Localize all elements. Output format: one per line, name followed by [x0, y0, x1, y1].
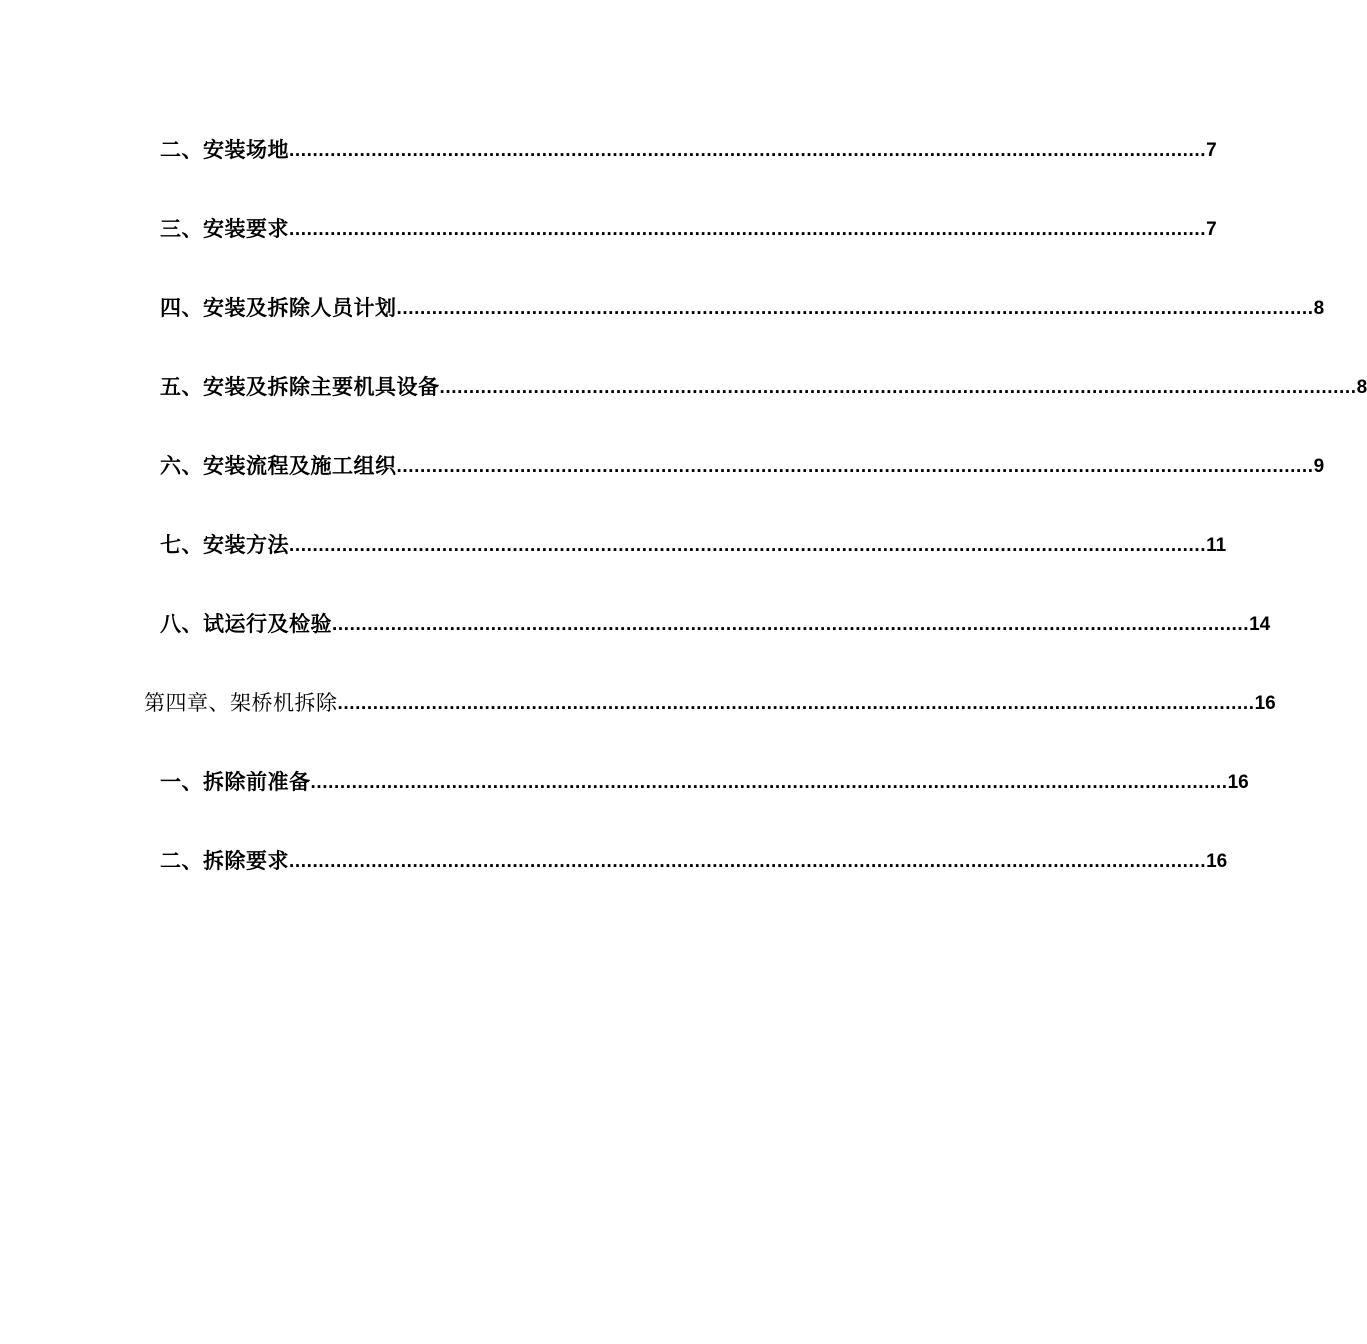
toc-entry-title: 二、安装场地	[160, 138, 289, 162]
toc-page-number: 8	[1356, 377, 1367, 398]
toc-page-number: 9	[1313, 456, 1325, 477]
toc-entry-install-site[interactable]	[160, 134, 1217, 164]
toc-entry-title: 五、安装及拆除主要机具设备	[160, 375, 440, 399]
toc-entry-title: 二、拆除要求	[160, 849, 289, 873]
toc-entry-process-organization[interactable]	[160, 450, 1325, 480]
toc-entry-install-requirements[interactable]	[160, 213, 1217, 243]
toc-entry-removal-requirements[interactable]	[160, 845, 1228, 875]
toc-leader-dots: ............................................................................................................................................................	[289, 140, 1207, 161]
toc-page-number: 8	[1313, 298, 1325, 319]
toc-entry-chapter-four[interactable]	[144, 687, 1276, 717]
toc-entry-title: 四、安装及拆除人员计划	[160, 296, 397, 320]
toc-entry-personnel-plan[interactable]	[160, 292, 1325, 322]
toc-entry-removal-preparation[interactable]	[160, 766, 1249, 796]
toc-page-number: 11	[1206, 535, 1227, 556]
toc-page-number: 16	[1206, 851, 1228, 872]
toc-leader-dots: ............................................................................................................................................................	[289, 851, 1207, 872]
toc-entry-equipment[interactable]	[160, 371, 1367, 401]
toc-entry-title: 一、拆除前准备	[160, 770, 311, 794]
toc-leader-dots: ............................................................................................................................................................	[337, 693, 1255, 714]
toc-entry-title: 六、安装流程及施工组织	[160, 454, 397, 478]
toc-entry-title: 三、安装要求	[160, 217, 289, 241]
toc-leader-dots: ............................................................................................................................................................	[332, 614, 1250, 635]
toc-entry-title: 七、安装方法	[160, 533, 289, 557]
toc-leader-dots: ............................................................................................................................................................	[439, 377, 1357, 398]
toc-page-number: 14	[1249, 614, 1271, 635]
toc-leader-dots: ............................................................................................................................................................	[396, 298, 1314, 319]
toc-leader-dots: ............................................................................................................................................................	[396, 456, 1314, 477]
toc-entry-title: 第四章、架桥机拆除	[144, 691, 338, 715]
toc-page-number: 7	[1206, 140, 1217, 161]
toc-page-number: 7	[1206, 219, 1217, 240]
toc-entry-trial-inspection[interactable]	[160, 608, 1271, 638]
toc-entry-title: 八、试运行及检验	[160, 612, 332, 636]
toc-entry-install-method[interactable]	[160, 529, 1227, 559]
toc-leader-dots: ............................................................................................................................................................	[289, 535, 1207, 556]
toc-page-number: 16	[1227, 772, 1249, 793]
toc-page-number: 16	[1254, 693, 1276, 714]
toc-leader-dots: ............................................................................................................................................................	[289, 219, 1207, 240]
toc-leader-dots: ............................................................................................................................................................	[310, 772, 1228, 793]
